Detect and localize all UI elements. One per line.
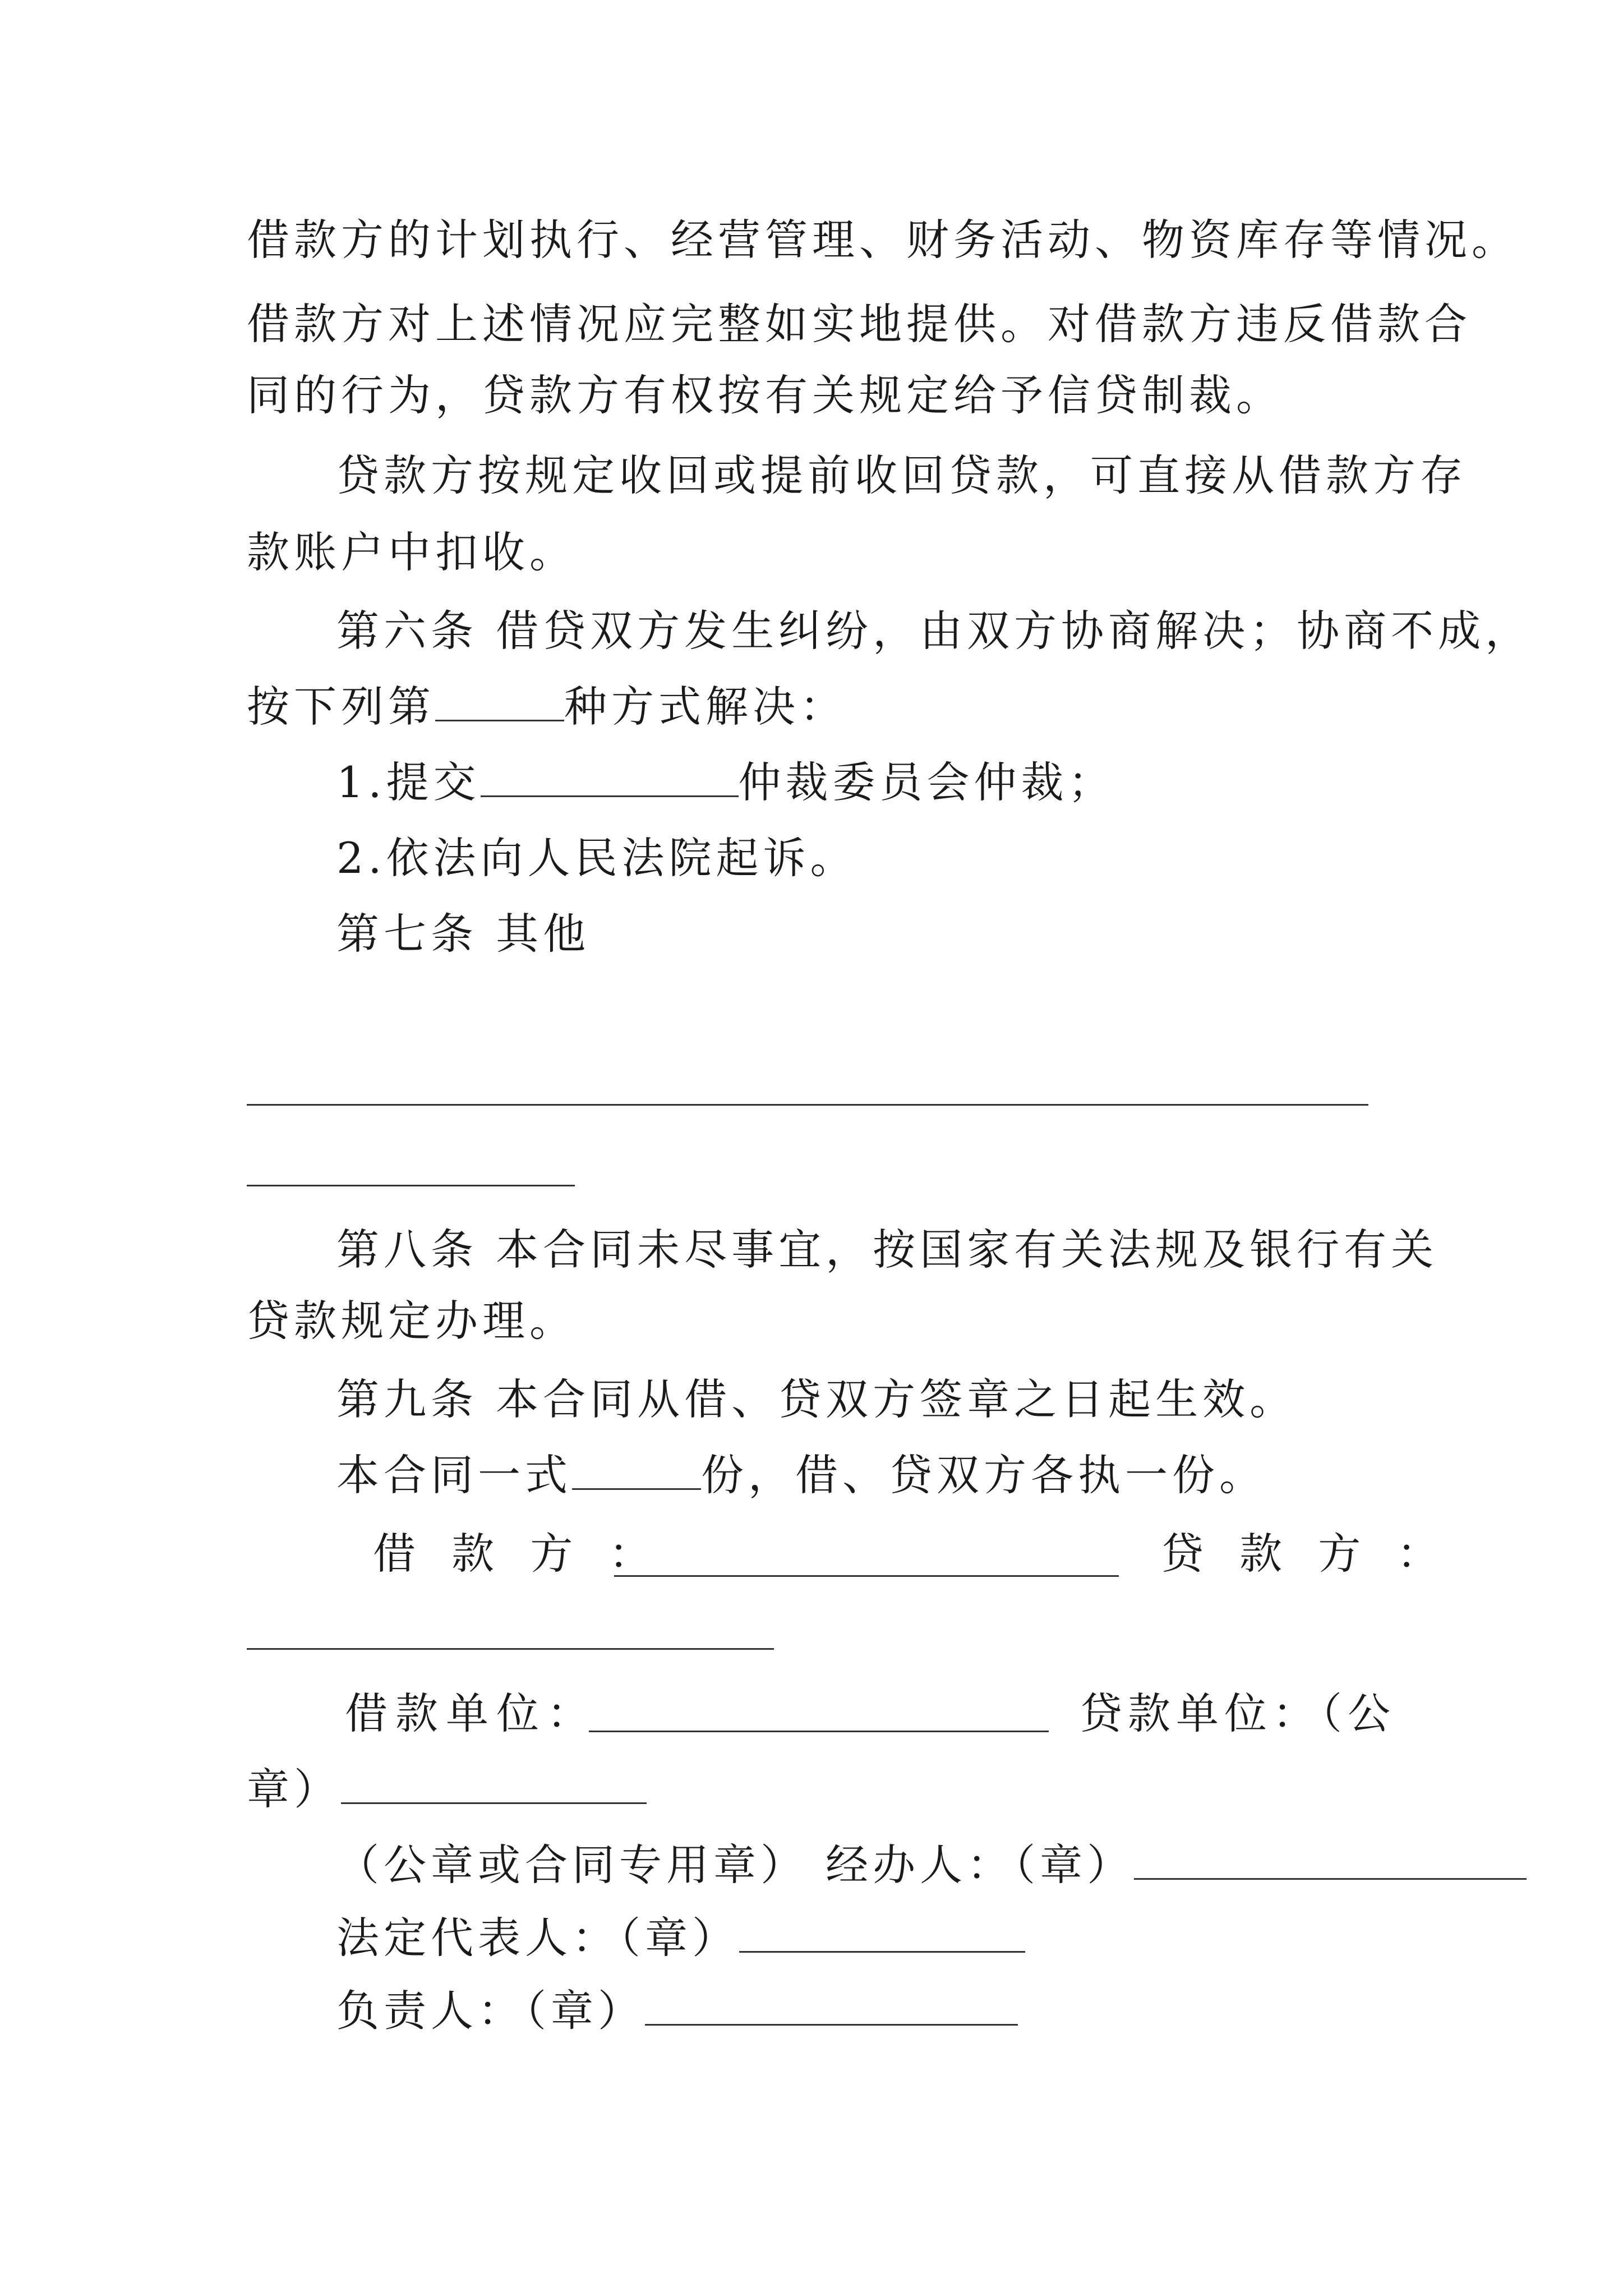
handler-blank bbox=[1134, 1844, 1527, 1880]
lender-blank bbox=[247, 1648, 774, 1650]
text-span: 份，借、贷双方各执一份。 bbox=[701, 1450, 1266, 1500]
article-6-heading: 第六条 借贷双方发生纠纷，由双方协商解决；协商不成， bbox=[336, 606, 1533, 656]
borrower-unit-label: 借款单位： bbox=[345, 1688, 597, 1738]
lender-unit-label: 贷款单位：（公 bbox=[1080, 1688, 1396, 1738]
paragraph-line: 同的行为，贷款方有权按有关规定给予信贷制裁。 bbox=[247, 370, 1283, 420]
text-span: 法定代表人：（章） bbox=[336, 1913, 739, 1963]
text-span: 负责人：（章） bbox=[336, 1986, 645, 2036]
paragraph-line: 款账户中扣收。 bbox=[247, 527, 577, 577]
text-span: 仲裁委员会仲裁； bbox=[738, 757, 1115, 807]
legal-representative-blank bbox=[739, 1917, 1025, 1953]
article-9-line: 第九条 本合同从借、贷双方签章之日起生效。 bbox=[336, 1374, 1297, 1424]
paragraph-line: 贷款方按规定收回或提前收回贷款，可直接从借款方存 bbox=[336, 450, 1467, 500]
article-8-line: 贷款规定办理。 bbox=[247, 1296, 577, 1346]
blank-other-terms-line bbox=[247, 1185, 575, 1186]
blank-other-terms-line bbox=[247, 1104, 1368, 1106]
paragraph-line: 借款方对上述情况应完整如实地提供。对借款方违反借款合 bbox=[247, 299, 1472, 349]
article-6-method-line bbox=[247, 679, 847, 735]
text-span: 种方式解决： bbox=[564, 682, 847, 731]
responsible-person-line bbox=[336, 1983, 1018, 2039]
blank-method-number bbox=[435, 686, 564, 721]
paragraph-line: 借款方的计划执行、经营管理、财务活动、物资库存等情况。 bbox=[247, 215, 1519, 265]
seal-and-handler-line bbox=[336, 1837, 1527, 1893]
text-span: 章） bbox=[247, 1764, 341, 1814]
blank-arbitration-committee bbox=[481, 762, 739, 797]
borrower-blank bbox=[614, 1575, 1119, 1577]
article-7-heading: 第七条 其他 bbox=[336, 909, 591, 959]
legal-representative-line bbox=[336, 1910, 1025, 1966]
option-2: 2.依法向人民法院起诉。 bbox=[336, 833, 857, 883]
option-1 bbox=[336, 754, 1115, 811]
text-span: （公章或合同专用章） 经办人：（章） bbox=[336, 1840, 1135, 1890]
borrower-label: 借 款 方 ： bbox=[373, 1529, 663, 1579]
text-span: 本合同一式 bbox=[336, 1450, 572, 1500]
responsible-person-blank bbox=[645, 1990, 1018, 2026]
text-span: 按下列第 bbox=[247, 682, 435, 731]
copies-line bbox=[336, 1447, 1266, 1503]
blank-copies-count bbox=[572, 1455, 701, 1490]
lender-unit-continued bbox=[247, 1761, 647, 1818]
article-8-line: 第八条 本合同未尽事宜，按国家有关法规及银行有关 bbox=[336, 1225, 1438, 1274]
lender-label: 贷 款 方 ： bbox=[1161, 1529, 1451, 1579]
lender-unit-blank bbox=[341, 1769, 647, 1804]
borrower-unit-blank bbox=[589, 1731, 1049, 1732]
text-span: 1.提交 bbox=[336, 757, 481, 807]
